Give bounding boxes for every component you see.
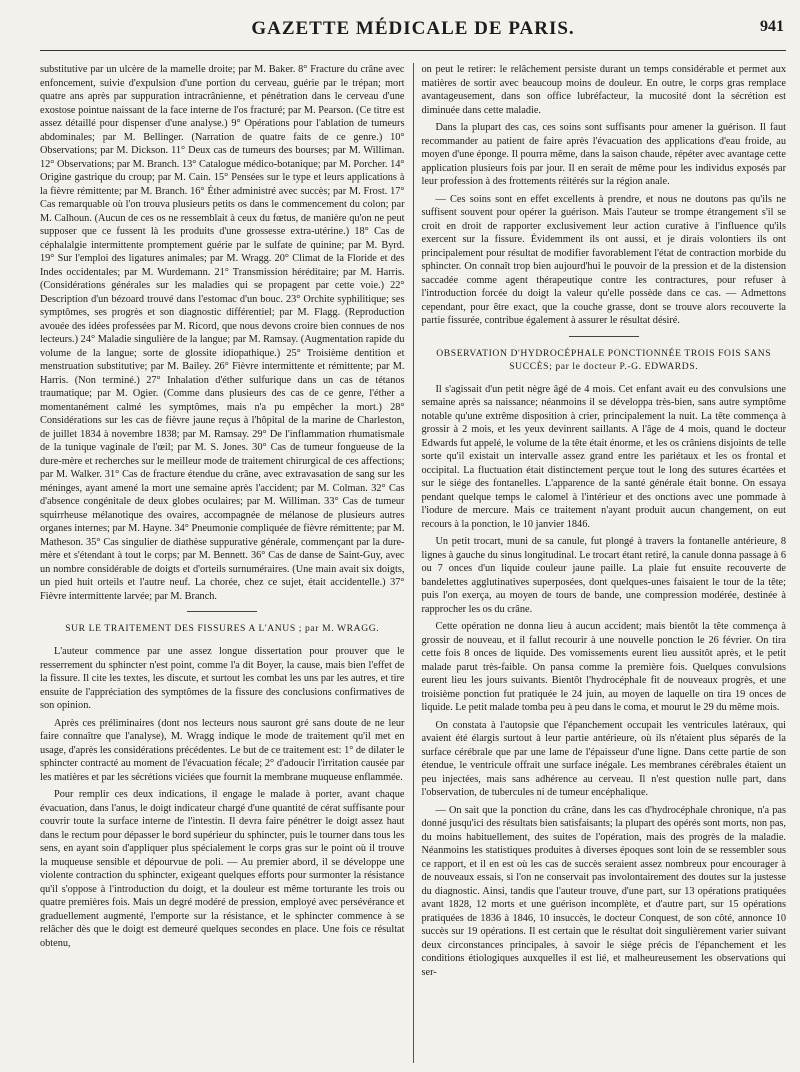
left-column	[40, 63, 405, 1063]
paragraph: L'auteur commence par une assez longue dissertation pour prouver que le resserrement du sphincter n'est point, comme l'a dit Boyer, la cause, mais bien l'effet de la fissure. Il cite les textes, les discute, et surtout les combat les uns par les autres, et tire ensuite de l'appréciation des symptômes de la fissure des conclusions confirmatives de son opinion.	[40, 646, 405, 711]
section-divider	[187, 611, 257, 612]
paragraph: Il s'agissait d'un petit nègre âgé de 4 mois. Cet enfant avait eu des convulsions une semaine après sa naissance; néanmoins il se développa très-bien, sans autre symptôme notable qu'une extrême disposition à crier, principalement la nuit. La tête commença à grossir à 2 mois, et les yeux devinrent saillants. A l'âge de 4 mois, quand le docteur Edwards fut appelé, le volume de la tête était énorme, et les os crâniens disjoints de telle sorte qu'il existait un intervalle assez grand entre les pariétaux et les os frontal et occipital. La fluctuation était distinctement perçue tout le long des sutures écartées et sur le siége des fontanelles. L'apparence de la santé générale était bonne. On essaya pendant quelque temps le calomel à l'intérieur et des onctions avec une pommade à l'iodure de mercure. Mais ce traitement n'ayant produit aucun changement, on eut recours à la ponction, le 10 janvier 1846.	[421, 383, 786, 530]
page-number: 941	[760, 18, 784, 35]
section-title: SUR LE TRAITEMENT DES FISSURES A L'ANUS ; par M. WRAGG.	[65, 623, 380, 634]
section-divider	[569, 336, 639, 337]
paragraph: — Ces soins sont en effet excellents à prendre, et nous ne doutons pas qu'ils ne suffisent souvent pour opérer la guérison. Mais l'auteur se trompe étrangement s'il se croit en droit de rapporter exclusivement leur action curative à l'influence qu'ils exercent sur la fissure. Évidemment ils ont aussi, et je dirais volontiers ils ont principalement pour résultat de modifier favorablement l'état de contraction morbide du sphincter. On connaît trop bien aujourd'hui le pouvoir de la pression et de la distension saccadée comme agent thérapeutique contre les contractures, pour refuser à l'introduction forcée du doigt la valeur qu'elle possède dans ce cas. — Admettons cependant, pour être exact, que la couche grasse, dont se trouve alors recouverte la partie fissurée, contribue également à assurer le résultat désiré.	[421, 193, 786, 326]
columns	[40, 63, 786, 1063]
paragraph: Pour remplir ces deux indications, il engage le malade à porter, avant chaque évacuation, dans l'anus, le doigt indicateur chargé d'une quantité de cérat suffisante pour couvrir toute la surface interne de l'intestin. Il devra faire pénétrer le doigt assez haut dans le rectum pour dépasser le bord supérieur du sphincter, puis le tourner dans tous les sens, en ayant soin d'appliquer plus spécialement le corps gras sur le point où il trouve la muqueuse sensible et dépourvue de poli. — Au premier abord, il se développe une violente contraction du sphincter, exigeant quelques efforts pour surmonter la résistance qu'il s'oppose à l'introduction du doigt, et la douleur est même torturante les trois ou quatre premières fois. Mais un degré modéré de pression, employé avec persévérance et graduellement augmenté, l'emporte sur la résistance, et le sphincter commence à se relâcher dès que le doigt est demeuré quelques secondes en place. Une fois ce résultat obtenu,	[40, 789, 405, 949]
paragraph: Un petit trocart, muni de sa canule, fut plongé à travers la fontanelle antérieure, 8 lignes à gauche du sinus longitudinal. Le trocart étant retiré, la canule donna passage à 6 ou 7 onces d'un liquide couleur jaune paille. La plaie fut ensuite recouverte de bandelettes agglutinatives superposées, dont quelques-unes faisaient le tour de la tête; puis l'on exerça, au moyen de tours de bande, une compression modérée, destinée à rapprocher les os du crâne.	[421, 536, 786, 615]
paragraph: on peut le retirer: le relâchement persiste durant un temps considérable et permet aux matières de sortir avec beaucoup moins de douleur. En outre, le corps gras remplace avantageusement, dans son office lubréfacteur, la mucosité dont la sécrétion est diminuée dans cette maladie.	[421, 64, 786, 116]
paragraph: On constata à l'autopsie que l'épanchement occupait les ventricules latéraux, qui avaient été élargis surtout à leur partie antérieure, où ils n'étaient plus séparés de la surface cérébrale que par une lame de l'épaisseur d'une ligne. Dans cette partie de son étendue, le ventricule offrait une surface inégale. Les membranes cérébrales étaient un peu injectées, mais sans adhérence au cerveau. Il n'est question nulle part, dans l'observation, de tubercules ni de tumeur encéphalique.	[421, 719, 786, 798]
journal-title: GAZETTE MÉDICALE DE PARIS.	[251, 18, 575, 39]
list-item: substitutive par un ulcère de la mamelle droite; par M. Baker. 8° Fracture du crâne avec enfoncement, suivie d'expulsion d'une portion du cerveau, guérie par le trépan; mort quatre ans après par suppuration intracrânienne, et pénétration dans le cerveau d'une exostose pointue naissant de la face interne de l'os fracturé; par M. Pearson. (Ce titre est assez détaillé pour dispenser d'une analyse.) 9° Opérations pour l'ablation de tumeurs abdominales; par M. Bellinger. (Narration de quatre faits de ce genre.) 10° Observations; par M. Dickson. 11° Deux cas de tumeurs des bourses; par M. Williman. 12° Observations; par M. Branch. 13° Catalogue médico-botanique; par M. Porcher. 14° Origine gastrique du croup; par M. Cain. 15° Pensées sur le type et leurs applications à la fièvre rémittente; par M. Branch. 16° Éther administré avec succès; par M. Frost. 17° Cas remarquable où l'on trouva plusieurs petits os dans le commencement du colon; par M. Calhoun. (Aucun de ces os ne ressemblait à ceux du fœtus, de manière qu'on ne peut supposer que ce fussent là les produits d'une grossesse extra-utérine.) 18° Cas de céphalalgie intermittente promptement guérie par le sulfate de quinine; par M. Byrd. 19° Sur l'emploi des ligatures animales; par M. Wragg. 20° Climat de la Floride et des Indes occidentales; par M. Wurdemann. 21° Transmission héréditaire; par M. Harris. (Considérations générales sur les maladies qui se propagent par cette voie.) 22° Description d'un bézoard trouvé dans l'estomac d'un bouc. 23° Orchite syphilitique; ses symptômes, ses progrès et son diagnostic différentiel; par M. Flagg. (Reproduction avouée des idées professées par M. Ricord, que nous devons croire bien connues de nos lecteurs.) 24° Maladie singulière de la langue; par M. Ramsay. (Augmentation rapide du volume de la langue; sorte de glossite idiopathique.) 25° Troisième dentition et menstruation substitutive; par M. Bailey. 26° Fièvre intermittente et rémittente; par M. Harris. (Non terminé.) 27° Inhalation d'éther sulfurique dans un cas de tétanos traumatique; par M. Ogier. (Comme dans plusieurs des cas de ce genre, l'éther a momentanément calmé les symptômes, mais n'a pu empêcher la mort.) 28° Considérations sur les cas de fièvre jaune reçus à l'hôpital de la marine de Charleston, de juillet 1834 à novembre 1838; par M. Ramsay. 29° De l'inflammation rhumatismale de la tunique vaginale de l'œil; par M. S. Jones. 30° Cas de tumeur fongueuse de la dure-mère et recherches sur le meilleur mode de traitement chirurgical de ces affections; par M. Walker. 31° Cas de fracture étendue du crâne, avec extravasation de sang sur les méninges, ayant amené la mort une semaine après l'accident; par M. Colman. 32° Cas d'absence congénitale de deux globes oculaires; par M. Williman. 33° Cas de tumeur squirrheuse mélanotique des ovaires, accompagnée de mélanose de plusieurs autres organes internes; par M. Hayne. 34° Pneumonie compliquée de fièvre rémittente; par M. Matheson. 35° Cas singulier de diathèse suppurative générale, commençant par la dure-mère et s'étendant à tout le corps; par M. Bennett. 36° Cas de danse de Saint-Guy, avec un nombre considérable de doigts et d'orteils surnuméraires. (Une main avait six doigts, un pied huit orteils et l'autre neuf. La chorée, chez ce sujet, était accidentelle.) 37° Fièvre intermittente larvée; par M. Branch.	[40, 64, 405, 602]
right-column	[413, 63, 787, 1063]
paragraph: — On sait que la ponction du crâne, dans les cas d'hydrocéphale chronique, n'a pas donné jusqu'ici des résultats bien satisfaisants; la plupart des opérés sont morts, non pas, du moins habituellement, des suites de l'opération, mais des progrès de la maladie. Néanmoins les statistiques produites à diverses époques sont loin de se ressembler sous ce rapport, et il en est où les cas de succès seraient assez nombreux pour encourager à de nouveaux essais, si l'on ne conservait pas involontairement des doutes sur la justesse du diagnostic. Ainsi, tandis que l'auteur trouve, d'une part, sur 13 opérations pratiquées avant 1828, 12 morts et une guérison incomplète, et d'autre part, sur 15 opérations pratiquées de 1836 à 1846, 10 insuccès, le docteur Conquest, de son côté, annonce 10 succès sur 19 opérations. Il est certain que le résultat doit singulièrement varier suivant deux circonstances principales, à savoir le siége précis de l'épanchement et les conditions étiologiques auxquelles il est lié, et malheureusement les observations qui ser-	[421, 804, 786, 978]
page-header	[40, 10, 786, 51]
paragraph: Cette opération ne donna lieu à aucun accident; mais bientôt la tête commença à grossir de nouveau, et il fallut recourir à une nouvelle ponction le 26 février. On tira cette fois 8 onces de liquide. Des vomissements eurent lieu aussitôt après, et le petit malade parut très-faible. On pansa comme la première fois. Quelques convulsions eurent lieu les jours suivants. Bientôt l'hydrocéphale fit de nouveaux progrès, et une troisième ponction fut pratiquée le 24 juin, au moyen de laquelle on tira 19 onces de liquide. Le petit malade tomba peu à peu dans le coma, et mourut le 29 du même mois.	[421, 621, 786, 713]
paragraph: Après ces préliminaires (dont nos lecteurs nous sauront gré sans doute de ne leur faire connaître que l'analyse), M. Wragg indique le mode de traitement qu'il met en usage, d'après les considérations précédentes. Le but de ce traitement est: 1° de dilater le sphincter contracté au moment de l'évacuation fécale; 2° d'adoucir l'irritation causée par les matières et par les sécrétions viciées que fournit la membrane muqueuse enflammée.	[40, 717, 405, 783]
paragraph: Dans la plupart des cas, ces soins sont suffisants pour amener la guérison. Il faut recommander au patient de faire après l'évacuation des applications d'eau froide, au moyen d'une éponge. Il pourra même, dans la saison chaude, répéter avec avantage cette application plusieurs fois par jour. Il en serait de même pour les individus exposés par leur profession à des frottements réitérés sur la région anale.	[421, 122, 786, 187]
section-title: OBSERVATION D'HYDROCÉPHALE PONCTIONNÉE TROIS FOIS SANS SUCCÈS; par le docteur P.-G. EDWARDS.	[436, 347, 772, 372]
